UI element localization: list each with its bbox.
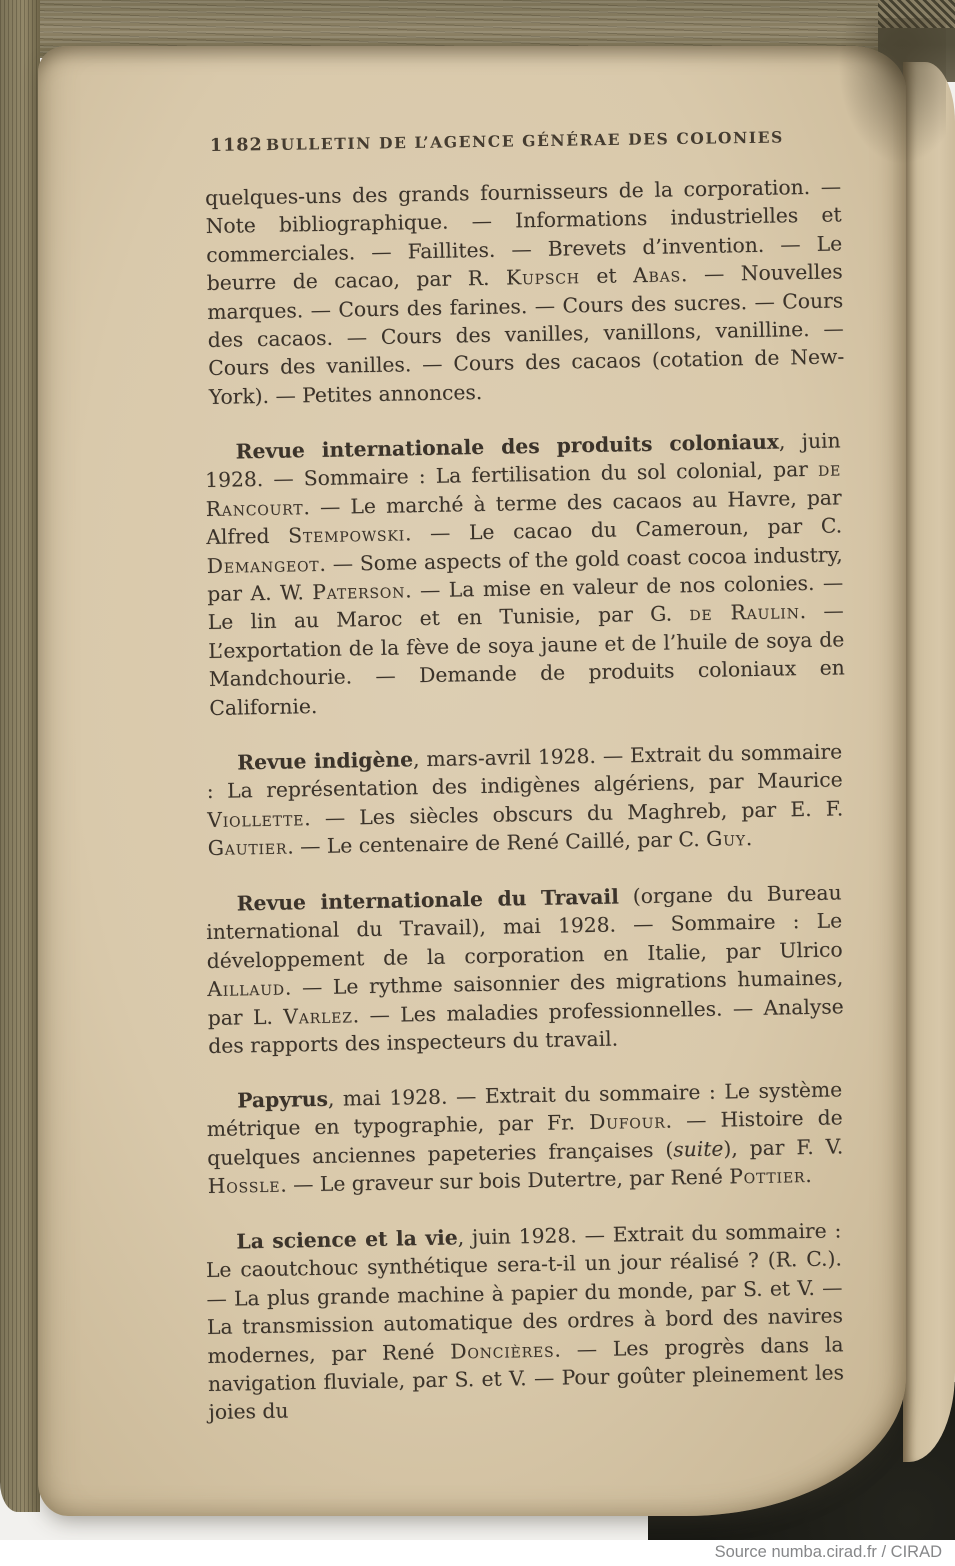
text-segment: (organe du Bureau international du Travail), mai 1928. — Sommaire : Le développement de la corporation en Italie, par Ulrico (205, 880, 843, 973)
text-segment: Varlez (283, 1002, 353, 1029)
text-segment: . — Le cacao du Cameroun, par C. (404, 513, 843, 546)
text-segment: Hossle (207, 1173, 281, 1199)
text-segment: Papyrus (236, 1087, 329, 1113)
text-segment: de Raulin (689, 599, 800, 626)
text-segment: . — Histoire de quelques anciennes papeteries françaises ( (207, 1106, 843, 1171)
text-segment: Gautier (207, 835, 288, 861)
text-segment: . — Le marché à terme des cacaos au Havre, par Alfred (205, 485, 842, 550)
text-segment: Pottier (729, 1163, 806, 1190)
text-segment: Doncières (450, 1337, 555, 1364)
text-segment: Revue indigène (236, 747, 414, 775)
text-segment: Paterson (312, 578, 406, 605)
text-segment: . — Les progrès dans la navigation fluviale, par S. et V. — Pour goûter pleinement les joies du (207, 1331, 845, 1425)
text-segment: . — Le centenaire de René Caillé, par C. (286, 827, 707, 860)
text-segment: Aillaud (207, 975, 286, 1002)
text-segment: Abas (632, 262, 682, 288)
page-text (204, 127, 845, 1454)
text-segment: . (805, 1163, 812, 1188)
running-title: BULLETIN DE L’AGENCE GÉNÉRAE DES COLONIES (265, 127, 784, 155)
text-segment: . — Le rythme saisonnier des migrations humaines, par L. (207, 965, 844, 1030)
text-segment: de Rancourt (205, 457, 842, 522)
text-segment: La science et la vie (236, 1225, 458, 1254)
text-segment: Guy (705, 826, 747, 852)
text-segment: . — L’exportation de la fève de soya jaune et de l’huile de soya de Mandchourie. — Demande de produits coloniaux en Californie. (208, 599, 845, 720)
text-segment: Kupsch (505, 264, 580, 290)
text-segment: . — Les maladies professionnelles. — Analyse des rapports des inspecteurs du travail. (208, 993, 844, 1058)
paragraph-papyrus (206, 1076, 844, 1201)
text-segment: Viollette (207, 806, 305, 833)
text-segment: , juin 1928. — Extrait du sommaire : Le caoutchouc synthétique sera-t-il un jour réalisé ? (R. C.). — La plus grande machine à papier du monde, par S. et V. — La transmission automatique des ordres à bord des navires modernes, par René (205, 1218, 844, 1368)
text-segment: Revue internationale des produits coloniaux (235, 429, 780, 464)
text-segment: Revue internationale du Travail (236, 884, 620, 916)
source-credit: Source numba.cirad.fr / CIRAD (714, 1543, 942, 1561)
scan-footer (0, 1540, 955, 1566)
text-segment: . (745, 826, 753, 851)
text-segment: . — Some aspects of the gold coast cocoa industry, par A. W. (207, 542, 843, 607)
text-segment: . — Le graveur sur bois Dutertre, par René (280, 1165, 730, 1198)
text-segment: , juin 1928. — Sommaire : La fertilisation du sol colonial, par (204, 428, 841, 493)
paragraph-revue-internationale-des-produits-coloniaux (204, 427, 845, 723)
text-segment: quelques-uns des grands fournisseurs de la corporation. — Note bibliographique. — Informations industrielles et commerciales. — Faillites. — Brevets d’invention. — Le beurre de cacao, par R. (204, 174, 843, 296)
text-segment: Dufour (588, 1109, 666, 1135)
facing-page-edge (903, 62, 955, 1462)
text-segment: ), par F. V. (723, 1134, 844, 1161)
text-segment: Demangeot (206, 551, 320, 578)
book-page-block-left-edge (0, 0, 40, 1512)
paragraph-revue-indigene (206, 738, 844, 863)
text-segment: . — Les siècles obscurs du Maghreb, par E. F. (303, 796, 844, 831)
text-segment: . — Nouvelles marques. — Cours des farines. — Cours des sucres. — Cours des cacaos. — Cours des vanilles, vanillons, vanilline. — Cours des vanilles. — Cours des cacaos (cotation de New-York). — Petites annonces. (207, 259, 845, 409)
text-segment: et (579, 263, 634, 289)
paragraph-la-science-et-la-vie (205, 1216, 845, 1426)
text-segment: suite (673, 1136, 724, 1162)
text-segment: Stempowski (287, 521, 406, 548)
text-segment: . — La mise en valeur de nos colonies. — Le lin au Maroc et en Tunisie, par G. (207, 570, 844, 635)
paragraph-revue-internationale-du-travail (205, 878, 844, 1060)
text-segment: , mars-avril 1928. — Extrait du sommaire : La représentation des indigènes algériens, par Maurice (206, 739, 843, 804)
page-number: 1182 (209, 135, 263, 156)
text-segment: , mai 1928. — Extrait du sommaire : Le système métrique en typographie, par Fr. (206, 1077, 843, 1142)
paragraph-continuation (205, 172, 845, 411)
